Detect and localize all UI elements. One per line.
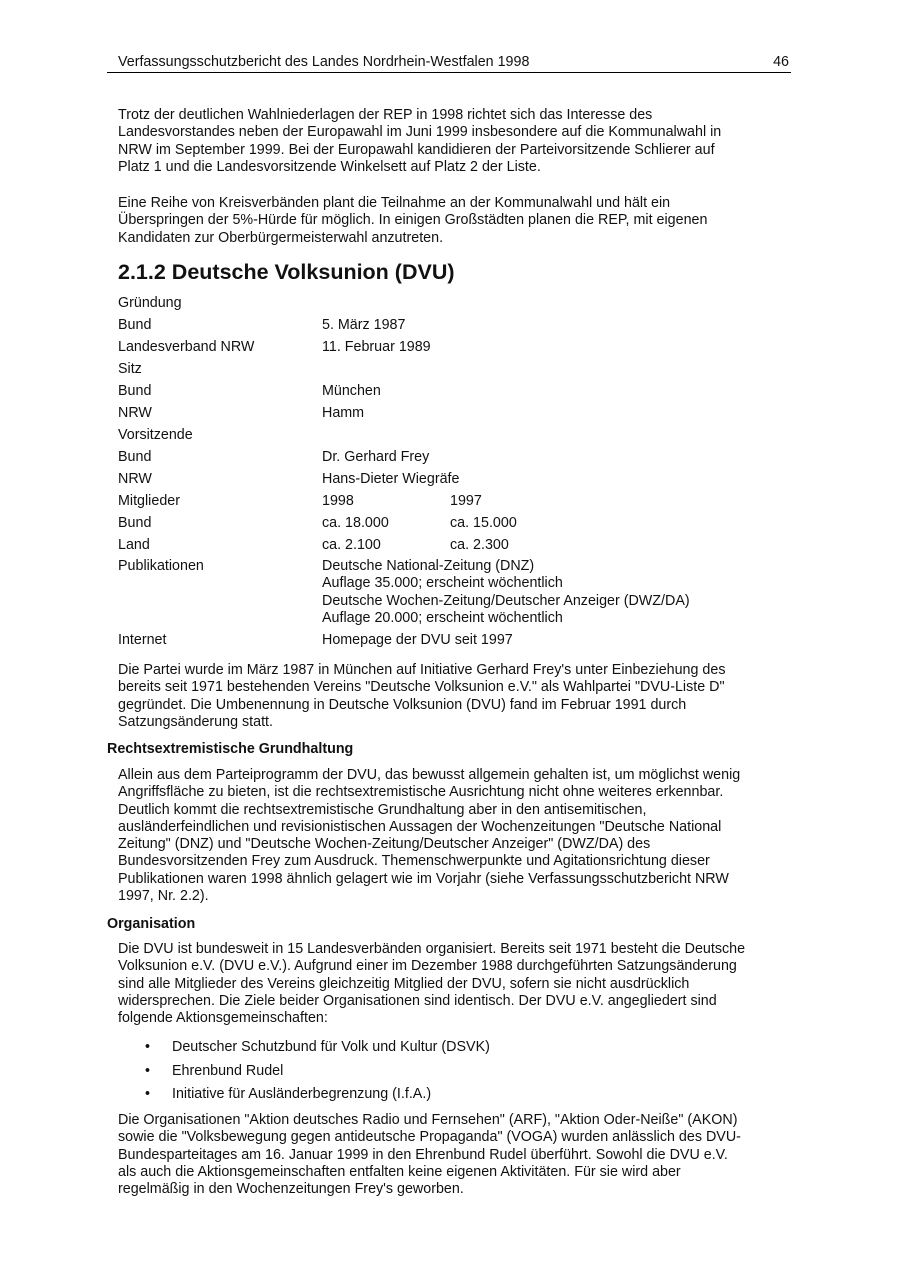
text-line: Überspringen der 5%-Hürde für möglich. In einigen Großstädten planen die REP, mit eigenen	[118, 212, 708, 229]
bullet-icon: •	[145, 1039, 151, 1055]
intro-paragraph-2	[118, 195, 798, 247]
text-line: sowie die "Volksbewegung gegen antideutsche Propaganda" (VOGA) wurden anlässlich des DVU-	[118, 1129, 741, 1146]
page-number: 46	[773, 54, 789, 70]
subheading-rechts: Rechtsextremistische Grundhaltung	[107, 741, 354, 757]
info-value: ca. 15.000	[450, 515, 517, 531]
text-line: Satzungsänderung statt.	[118, 713, 273, 730]
info-row	[118, 629, 778, 651]
text-line: Eine Reihe von Kreisverbänden plant die Teilnahme an der Kommunalwahl und hält ein	[118, 195, 671, 211]
text-line: Zeitung" (DNZ) und "Deutsche Wochen-Zeitung/Deutscher Anzeiger" (DWZ/DA) des	[118, 836, 651, 853]
info-row	[118, 534, 778, 556]
organisation-paragraph	[118, 941, 798, 1027]
info-label: Mitglieder	[118, 493, 180, 509]
section-heading: 2.1.2 Deutsche Volksunion (DVU)	[118, 260, 455, 284]
info-row	[118, 402, 778, 424]
info-value: 5. März 1987	[322, 317, 406, 333]
info-value: München	[322, 383, 381, 399]
bullet-icon: •	[145, 1062, 151, 1079]
info-value: ca. 2.100	[322, 537, 381, 553]
text-line: Bundesparteitages am 16. Januar 1999 in den Ehrenbund Rudel überführt. Sowohl die DVU e.V.	[118, 1146, 728, 1163]
action-groups-list	[118, 1037, 778, 1108]
list-item	[118, 1061, 778, 1085]
info-label: Vorsitzende	[118, 427, 193, 443]
info-label: NRW	[118, 471, 152, 487]
info-value: Homepage der DVU seit 1997	[322, 632, 513, 648]
list-item-text: Ehrenbund Rudel	[172, 1062, 284, 1079]
publication-list	[322, 558, 690, 628]
text-line: Volksunion e.V. (DVU e.V.). Aufgrund einer im Dezember 1988 durchgeführten Satzungsänderung	[118, 958, 737, 975]
text-line: sind alle Mitglieder des Vereins gleichzeitig Mitglied der DVU, sofern sie nicht ausdrücklich	[118, 975, 690, 992]
text-line: ausländerfeindlichen und revisionistischen Aussagen der Wochenzeitungen "Deutsche National	[118, 818, 722, 835]
text-line: folgende Aktionsgemeinschaften:	[118, 1010, 328, 1027]
party-info-table	[118, 292, 778, 651]
info-row	[118, 380, 778, 402]
text-line: Allein aus dem Parteiprogramm der DVU, das bewusst allgemein gehalten ist, um möglichst wenig	[118, 767, 741, 783]
text-line: gegründet. Die Umbenennung in Deutsche Volksunion (DVU) fand im Februar 1991 durch	[118, 696, 687, 713]
info-row	[118, 512, 778, 534]
info-row	[118, 468, 778, 490]
info-value: Hamm	[322, 405, 365, 421]
info-label: Gründung	[118, 295, 182, 311]
info-value: Hans-Dieter Wiegräfe	[322, 471, 460, 487]
closing-paragraph	[118, 1112, 798, 1198]
text-line: Angriffsfläche zu bieten, ist die rechtsextremistische Ausrichtung nicht ohne weiteres erkennbar.	[118, 784, 724, 801]
page-header	[107, 52, 791, 73]
text-line: Bundesvorsitzenden Frey zum Ausdruck. Themenschwerpunkte und Agitationsrichtung dieser	[118, 853, 710, 870]
text-line: bereits seit 1971 bestehenden Vereins "Deutsche Volksunion e.V." als Wahlpartei "DVU-Liste D"	[118, 679, 725, 696]
info-value: 1997	[450, 493, 482, 509]
info-value: 1998	[322, 493, 354, 509]
info-label: Bund	[118, 515, 152, 531]
text-line: NRW im September 1999. Bei der Europawahl kandidieren der Parteivorsitzende Schlierer auf	[118, 141, 715, 158]
text-line: Landesvorstandes neben der Europawahl im Juni 1999 insbesondere auf die Kommunalwahl in	[118, 124, 722, 141]
text-line: Die Partei wurde im März 1987 in München auf Initiative Gerhard Frey's unter Einbeziehung des	[118, 662, 726, 678]
intro-paragraph-1	[118, 107, 798, 176]
text-line: Deutlich kommt die rechtsextremistische Grundhaltung aber in den antisemitischen,	[118, 801, 647, 818]
text-line: Trotz der deutlichen Wahlniederlagen der REP in 1998 richtet sich das Interesse des	[118, 107, 653, 123]
text-line: Platz 1 und die Landesvorsitzende Winkelsett auf Platz 2 der Liste.	[118, 158, 541, 175]
info-label: Land	[118, 537, 150, 553]
info-label: NRW	[118, 405, 152, 421]
info-value: 11. Februar 1989	[322, 339, 431, 355]
info-row	[118, 336, 778, 358]
text-line: Die DVU ist bundesweit in 15 Landesverbänden organisiert. Bereits seit 1971 besteht die Deutsche	[118, 941, 746, 957]
text-line: Kandidaten zur Oberbürgermeisterwahl anzutreten.	[118, 229, 444, 246]
publication-line: Auflage 20.000; erscheint wöchentlich	[322, 610, 563, 627]
history-paragraph	[118, 662, 798, 731]
info-row	[118, 446, 778, 468]
text-line: Die Organisationen "Aktion deutsches Radio und Fernsehen" (ARF), "Aktion Oder-Neiße" (AKON)	[118, 1112, 738, 1128]
list-item-text: Deutscher Schutzbund für Volk und Kultur (DSVK)	[172, 1039, 490, 1055]
info-label: Bund	[118, 317, 152, 333]
info-label: Bund	[118, 449, 152, 465]
list-item-text: Initiative für Ausländerbegrenzung (I.f.A.)	[172, 1086, 432, 1102]
list-item	[118, 1037, 778, 1061]
text-line: widersprechen. Die Ziele beider Organisationen sind identisch. Der DVU e.V. angegliedert sind	[118, 992, 717, 1009]
bullet-icon: •	[145, 1086, 151, 1102]
list-item	[118, 1084, 778, 1108]
info-label: Landesverband NRW	[118, 339, 255, 355]
header-title: Verfassungsschutzbericht des Landes Nordrhein-Westfalen 1998	[118, 54, 530, 70]
publication-line: Deutsche National-Zeitung (DNZ)	[322, 558, 535, 574]
text-line: 1997, Nr. 2.2).	[118, 888, 209, 905]
info-row	[118, 314, 778, 336]
publication-line: Deutsche Wochen-Zeitung/Deutscher Anzeiger (DWZ/DA)	[322, 592, 690, 609]
info-label: Publikationen	[118, 558, 204, 574]
rechts-paragraph	[118, 767, 798, 905]
info-row	[118, 424, 778, 446]
info-row-publications	[118, 556, 778, 629]
info-row	[118, 292, 778, 314]
info-label: Bund	[118, 383, 152, 399]
publication-line: Auflage 35.000; erscheint wöchentlich	[322, 575, 563, 592]
text-line: Publikationen waren 1998 ähnlich gelagert wie im Vorjahr (siehe Verfassungsschutzbericht NRW	[118, 870, 729, 887]
info-value: ca. 18.000	[322, 515, 389, 531]
info-label: Sitz	[118, 361, 142, 377]
info-value: ca. 2.300	[450, 537, 509, 553]
text-line: regelmäßig in den Wochenzeitungen Frey's geworben.	[118, 1181, 464, 1198]
info-row	[118, 358, 778, 380]
subheading-organisation: Organisation	[107, 916, 196, 932]
info-value: Dr. Gerhard Frey	[322, 449, 430, 465]
info-label: Internet	[118, 632, 167, 648]
text-line: als auch die Aktionsgemeinschaften entfalten keine eigenen Aktivitäten. Für sie wird aber	[118, 1163, 681, 1180]
info-row	[118, 490, 778, 512]
